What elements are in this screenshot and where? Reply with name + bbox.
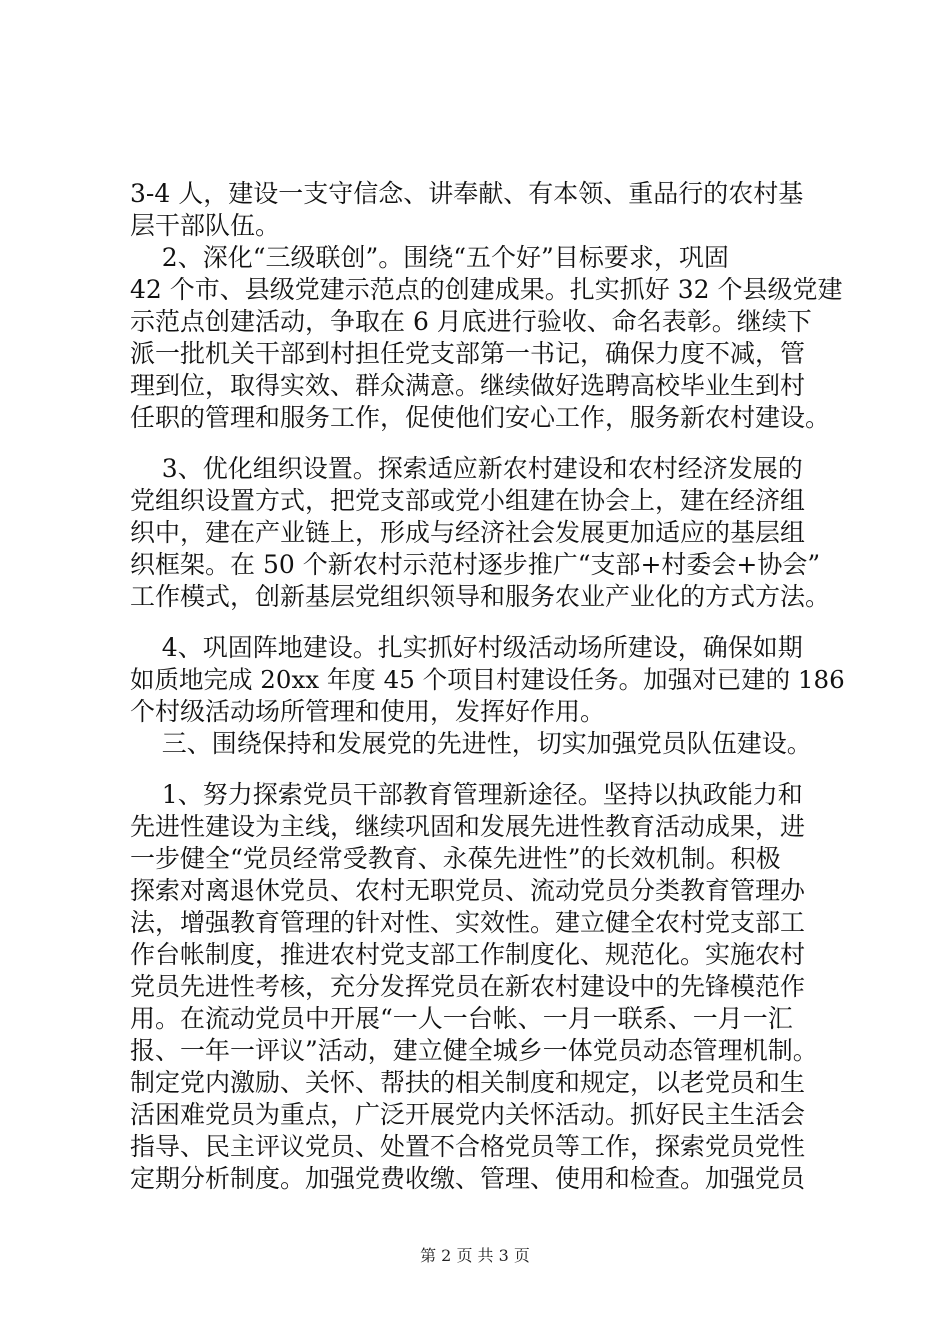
text-line: 织框架。在 50 个新农村示范村逐步推广“支部+村委会+协会”	[130, 550, 821, 579]
text-line: 织中，建在产业链上，形成与经济社会发展更加适应的基层组	[130, 518, 806, 547]
text-line: 如质地完成 20xx 年度 45 个项目村建设任务。加强对已建的 186	[130, 665, 845, 694]
text-line: 党员先进性考核，充分发挥党员在新农村建设中的先锋模范作	[130, 972, 806, 1001]
text-line: 示范点创建活动，争取在 6 月底进行验收、命名表彰。继续下	[130, 307, 812, 336]
text-line: 报、一年一评议”活动，建立健全城乡一体党员动态管理机制。	[130, 1036, 818, 1065]
text-line: 1、努力探索党员干部教育管理新途径。坚持以执政能力和	[130, 780, 803, 809]
text-line: 个村级活动场所管理和使用，发挥好作用。	[130, 697, 606, 726]
text-line: 任职的管理和服务工作，促使他们安心工作，服务新农村建设。	[130, 403, 831, 432]
text-line: 用。在流动党员中开展“一人一台帐、一月一联系、一月一汇	[130, 1004, 793, 1033]
page-number-footer: 第 2 页 共 3 页	[420, 1246, 530, 1265]
text-line: 一步健全“党员经常受教育、永葆先进性”的长效机制。积极	[130, 844, 781, 873]
text-line: 3-4 人，建设一支守信念、讲奉献、有本领、重品行的农村基	[130, 179, 804, 208]
text-line: 指导、民主评议党员、处置不合格党员等工作，探索党员党性	[130, 1132, 806, 1161]
text-line: 2、深化“三级联创”。围绕“五个好”目标要求，巩固	[130, 243, 729, 272]
text-line: 层干部队伍。	[130, 211, 281, 240]
text-line: 党组织设置方式，把党支部或党小组建在协会上，建在经济组	[130, 486, 806, 515]
text-line: 理到位，取得实效、群众满意。继续做好选聘高校毕业生到村	[130, 371, 806, 400]
text-line: 三、围绕保持和发展党的先进性，切实加强党员队伍建设。	[130, 729, 812, 758]
text-line: 法，增强教育管理的针对性、实效性。建立健全农村党支部工	[130, 908, 806, 937]
text-line: 作台帐制度，推进农村党支部工作制度化、规范化。实施农村	[130, 940, 806, 969]
text-line: 活困难党员为重点，广泛开展党内关怀活动。抓好民主生活会	[130, 1100, 806, 1129]
text-line: 先进性建设为主线，继续巩固和发展先进性教育活动成果，进	[130, 812, 806, 841]
text-line: 探索对离退休党员、农村无职党员、流动党员分类教育管理办	[130, 876, 806, 905]
text-line: 定期分析制度。加强党费收缴、管理、使用和检查。加强党员	[130, 1164, 806, 1193]
text-line: 制定党内激励、关怀、帮扶的相关制度和规定，以老党员和生	[130, 1068, 806, 1097]
text-line: 工作模式，创新基层党组织领导和服务农业产业化的方式方法。	[130, 582, 831, 611]
text-line: 4、巩固阵地建设。扎实抓好村级活动场所建设，确保如期	[130, 633, 803, 662]
text-line: 派一批机关干部到村担任党支部第一书记，确保力度不减，管	[130, 339, 806, 368]
text-line: 3、优化组织设置。探索适应新农村建设和农村经济发展的	[130, 454, 803, 483]
text-line: 42 个市、县级党建示范点的创建成果。扎实抓好 32 个县级党建	[130, 275, 843, 304]
